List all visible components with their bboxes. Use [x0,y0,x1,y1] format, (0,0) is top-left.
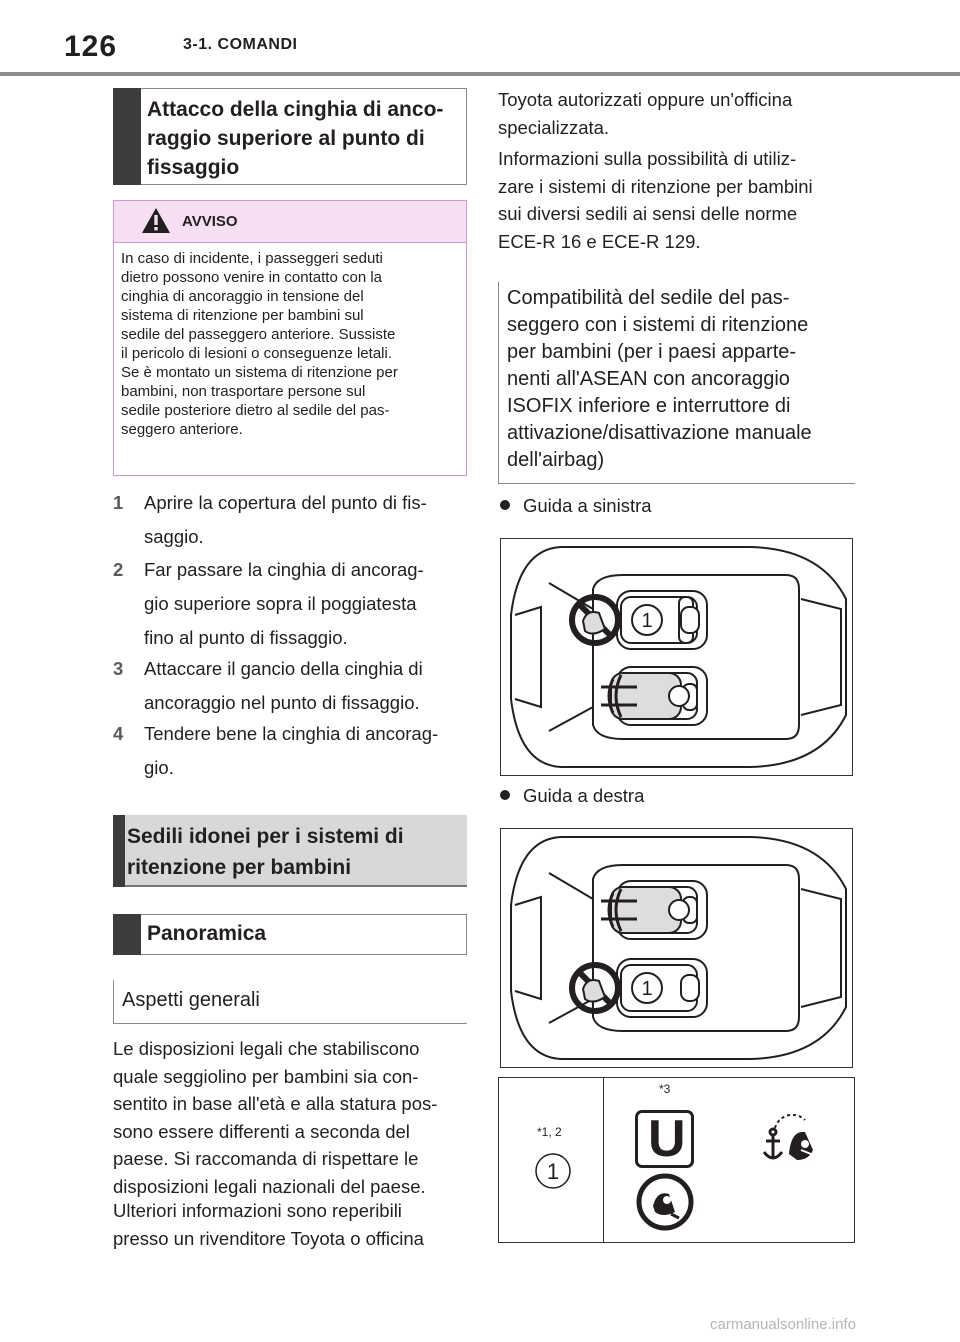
warning-line: bambini, non trasportare persone sul [121,383,366,400]
warning-line: sedile del passeggero anteriore. Sussiste [121,326,396,343]
universal-u-icon [635,1110,694,1168]
paragraph-compat-info: Informazioni sulla possibilità di utiliz- zare i sistemi di ritenzione per bambini sui diversi sedili ai sensi delle norme ECE-R 16 e ECE-R 129. [498,148,813,252]
compatibility-table [498,1077,855,1243]
warning-line: cinghia di ancoraggio in tensione del [121,288,364,305]
warning-line: Se è montato un sistema di ritenzione per [121,364,398,381]
isofix-anchor-seat-icon [761,1114,825,1170]
step-text: Tendere bene la cinghia di ancorag- gio. [144,723,439,778]
bullet-text: Guida a sinistra [523,495,652,516]
warning-line: seggero anteriore. [121,421,243,438]
subsection-head-general [113,980,467,1024]
warning-body [114,243,466,439]
subsection-head-compatibility [498,282,855,484]
bullet-dot [500,790,510,800]
warning-title-bar [114,201,466,243]
page-number: 126 [64,30,118,63]
universal-u-letter: U [648,1110,686,1168]
paragraph-legal: Le disposizioni legali che stabiliscono quale seggiolino per bambini sia con- sentito in base all'età e alla statura pos- sono essere differenti a seconda del paese. Si raccomanda di rispettare le disposizioni legali nazionali del paese. [113,1038,438,1197]
footnote-1-2: *1, 2 [537,1125,562,1139]
subsection-title-general: Aspetti generali [122,989,260,1011]
step-number: 3 [113,658,124,679]
car-diagram-right-hand-drive [500,828,853,1068]
chapter-title: 3-1. COMANDI [183,36,298,53]
watermark: carmanualsonline.info [710,1316,856,1333]
paragraph-info: Ulteriori informazioni sono reperibili presso un rivenditore Toyota o officina [113,1200,424,1249]
bullet-text: Guida a destra [523,785,645,806]
step-number: 1 [113,492,124,513]
warning-line: il pericolo di lesioni o conseguenze letali. [121,345,392,362]
car-topview-rhd-icon [501,829,852,1067]
footnote-3: *3 [659,1082,671,1096]
section-bar [113,914,141,955]
step-text: Aprire la copertura del punto di fis- saggio. [144,492,427,547]
paragraph-continued: Toyota autorizzati oppure un'officina specializzata. [498,89,793,138]
section-head-anchor-strap [113,88,467,185]
passenger-figure-rhd [601,887,689,933]
no-child-seat-icon [572,965,618,1011]
section-title-anchor-strap: Attacco della cinghia di anco-raggio superiore al punto di fissaggio [147,98,444,179]
warning-line: sistema di ritenzione per bambini sul [121,307,364,324]
car-topview-lhd-icon [501,539,852,775]
section-title-overview: Panoramica [147,922,267,945]
seat-1-label-rhd: 1 [641,978,653,1000]
seat-1-table-label: 1 [546,1159,560,1184]
warning-line: dietro possono venire in contatto con la [121,269,382,286]
step-text: Far passare la cinghia di ancorag- gio superiore sopra il poggiatesta fino al punto di fissaggio. [144,559,424,648]
section-head-suitable-seats [113,815,467,887]
step-text: Attaccare il gancio della cinghia di ancoraggio nel punto di fissaggio. [144,658,423,713]
seat-1-circle-icon [533,1151,573,1191]
warning-triangle-icon [141,207,171,234]
subsection-title-compatibility: Compatibilità del sedile del pas- seggero con i sistemi di ritenzione per bambini (per i paesi apparte- nenti all'ASEAN con ancoraggio ISOFIX inferiore e interruttore di attivazione/disattivazione manuale dell'airbag) [507,287,812,471]
warning-title: AVVISO [182,213,238,230]
car-diagram-left-hand-drive [500,538,853,776]
no-child-seat-icon [572,597,618,643]
section-bar [113,88,141,185]
section-head-overview [113,914,467,955]
warning-line: In caso di incidente, i passeggeri seduti [121,250,383,267]
warning-box [113,200,467,476]
table-divider [603,1078,604,1242]
header-rule [0,72,960,76]
bullet-dot [500,500,510,510]
page-header [0,0,960,80]
section-bar [113,815,125,887]
passenger-figure-lhd [601,673,689,719]
warning-line: sedile posteriore dietro al sedile del pas- [121,402,390,419]
section-title-suitable-seats: Sedili idonei per i sistemi di ritenzione per bambini [127,825,404,879]
child-seat-circle-icon [635,1172,695,1232]
step-number: 2 [113,559,124,580]
seat-1-label-lhd: 1 [641,610,653,632]
step-number: 4 [113,723,124,744]
